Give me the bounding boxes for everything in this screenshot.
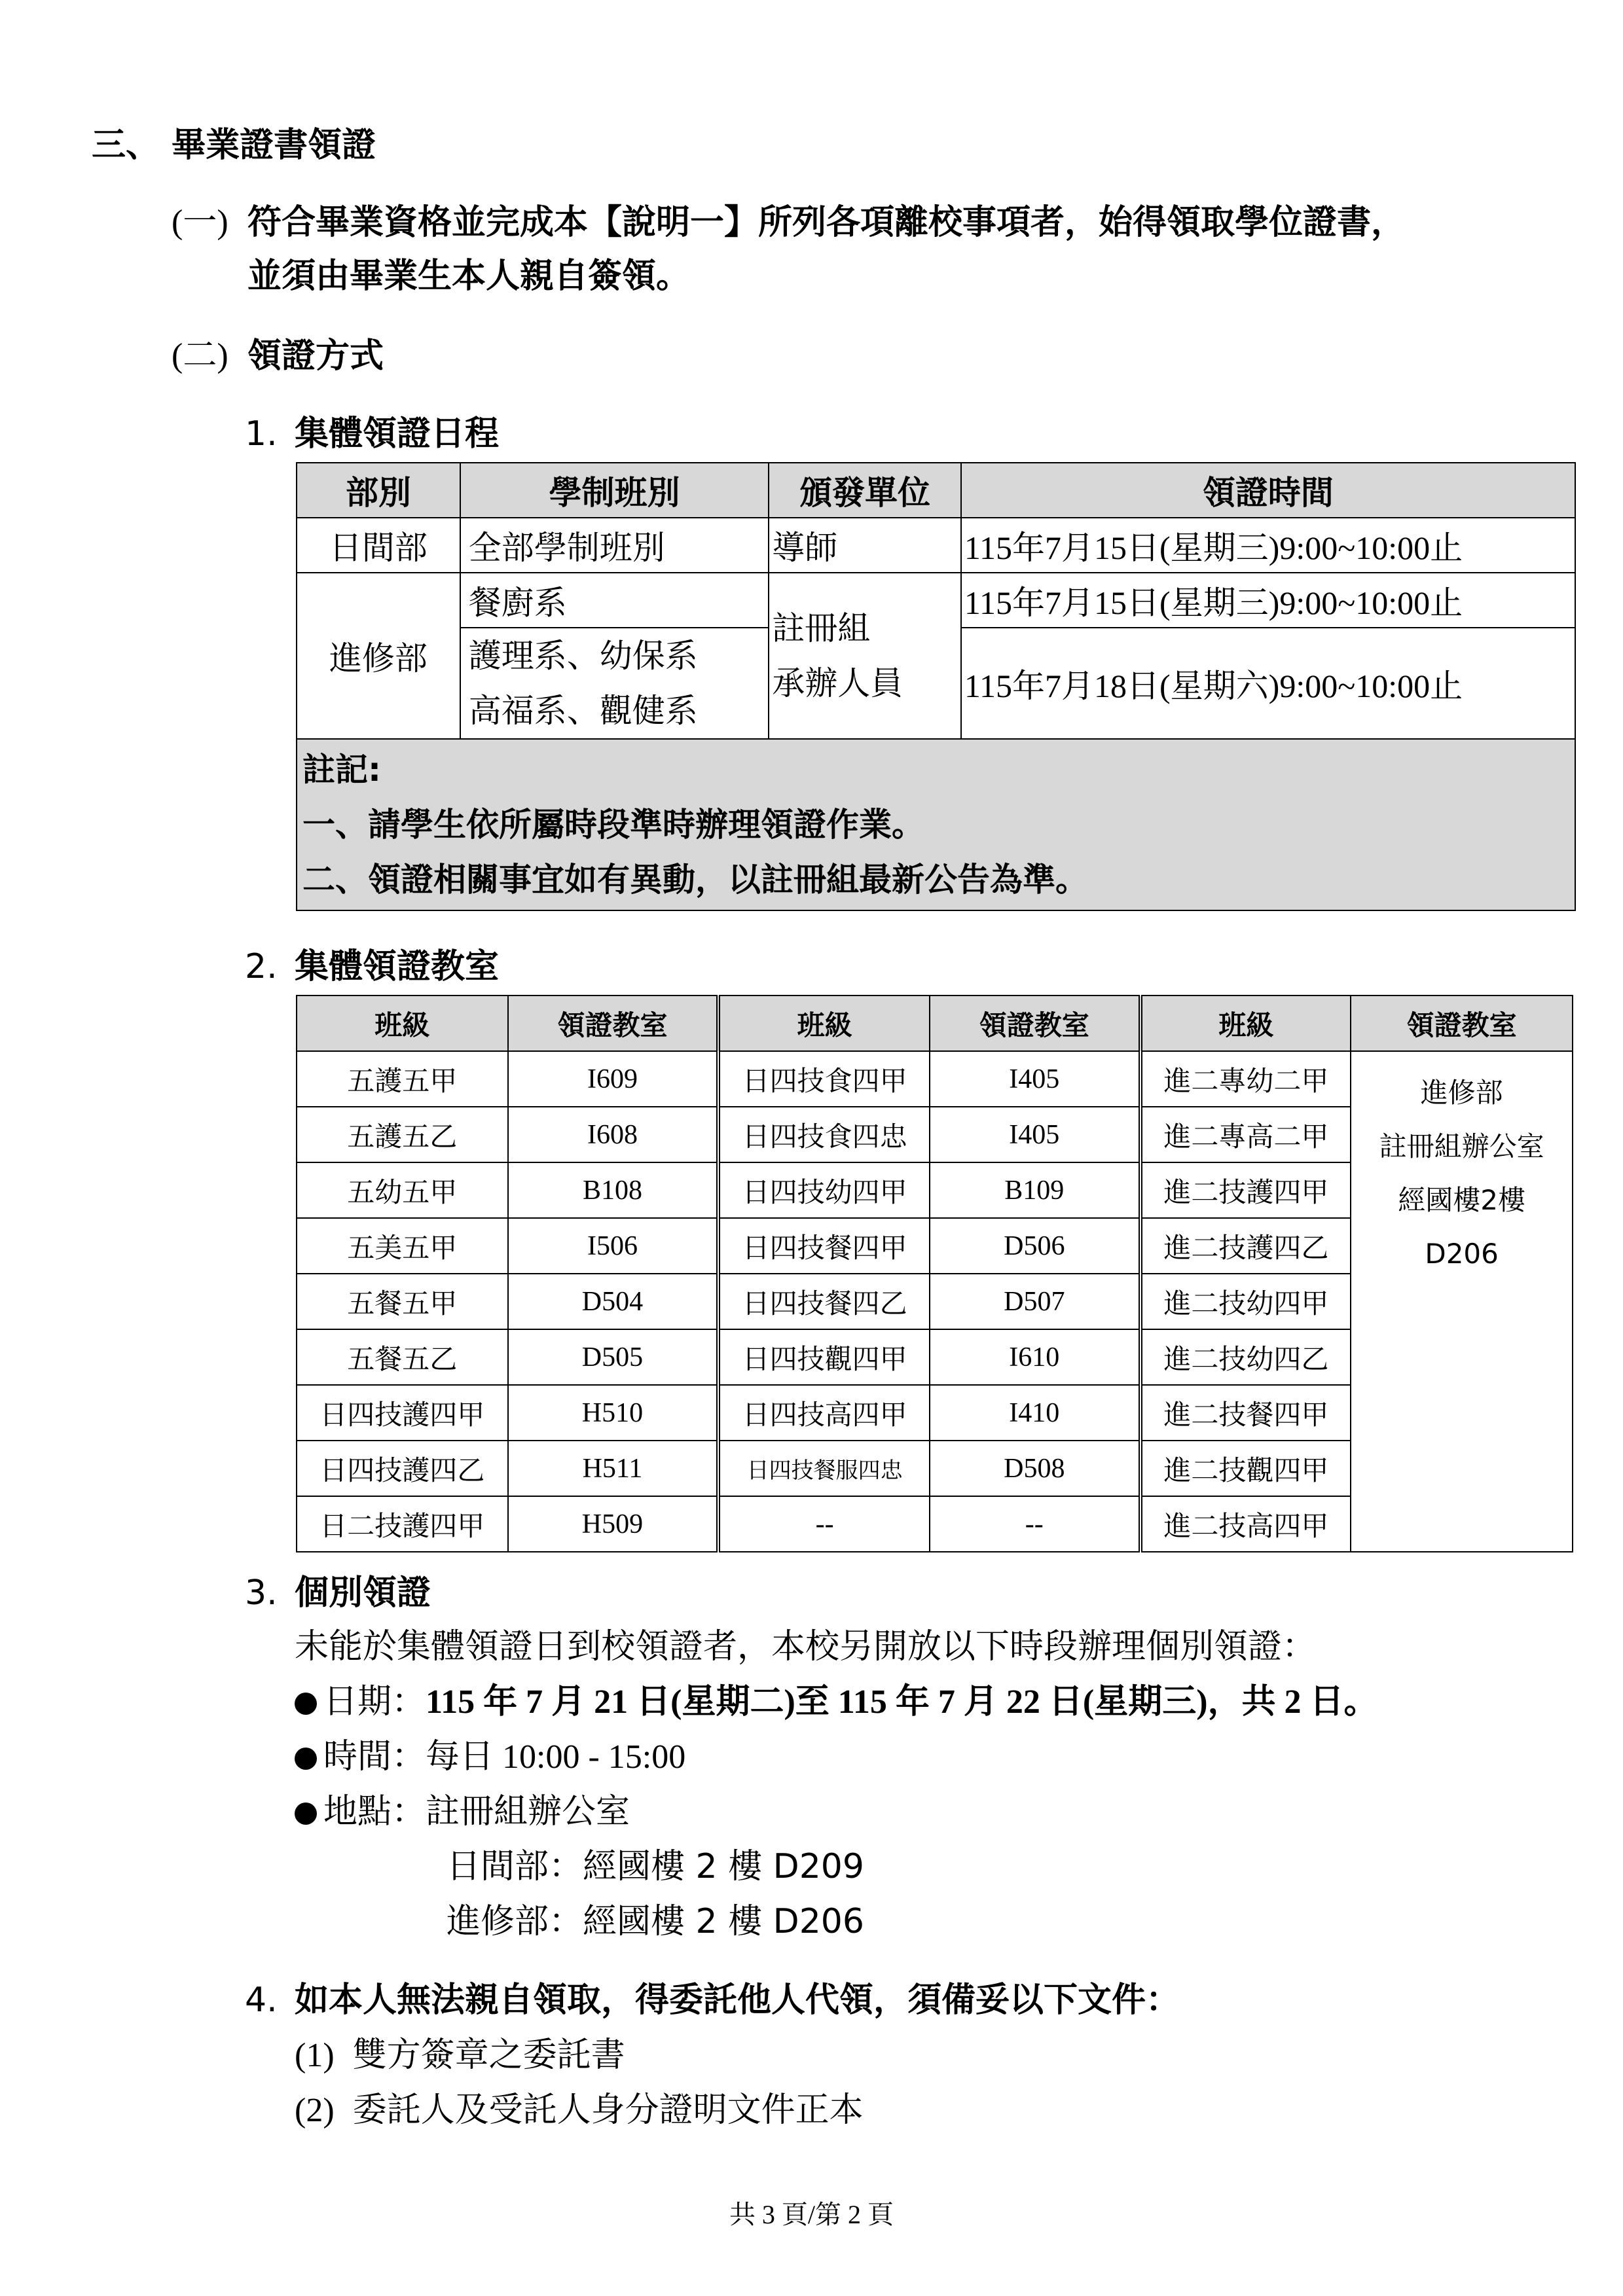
- room-cell: D504: [508, 1274, 719, 1329]
- unit-cell: [769, 573, 961, 739]
- time-cell: 115年7月18日(星期六)9:00~10:00止: [961, 628, 1575, 739]
- time-label: 時間：: [323, 1737, 426, 1776]
- class-cell: 進二技護四乙: [1140, 1218, 1351, 1274]
- class-cell: 進二技護四甲: [1140, 1162, 1351, 1218]
- column-header: 領證時間: [961, 463, 1575, 518]
- room-cell: I609: [508, 1051, 719, 1107]
- item-label: (二): [172, 337, 228, 374]
- class-line: 高福系、觀健系: [468, 692, 698, 730]
- table-header-row: [297, 463, 1575, 518]
- column-header: 班級: [297, 996, 508, 1051]
- list-number: 2.: [245, 947, 278, 986]
- classrooms-heading: 集體領證教室: [295, 947, 500, 986]
- time-value: 每日 10:00 - 15:00: [426, 1738, 686, 1776]
- class-cell: [460, 628, 769, 739]
- document-item: [295, 2032, 625, 2079]
- room-cell: H511: [508, 1441, 719, 1496]
- class-cell: 五護五甲: [297, 1051, 508, 1107]
- room-cell: I608: [508, 1107, 719, 1162]
- classroom-table: [296, 995, 1573, 1552]
- class-cell: 全部學制班別: [460, 518, 769, 573]
- list-number: 1.: [245, 414, 278, 454]
- room-cell: H510: [508, 1385, 719, 1441]
- class-cell: 五餐五甲: [297, 1274, 508, 1329]
- column-header: 領證教室: [508, 996, 719, 1051]
- class-cell: 五美五甲: [297, 1218, 508, 1274]
- bullet-icon: [295, 1803, 317, 1825]
- class-cell: 日四技護四甲: [297, 1385, 508, 1441]
- room-cell: I405: [930, 1051, 1140, 1107]
- room-cell: H509: [508, 1496, 719, 1552]
- eligibility-line-1: 符合畢業資格並完成本【說明一】所列各項離校事項者，始得領取學位證書，: [247, 203, 1406, 242]
- schedule-heading: 集體領證日程: [295, 414, 500, 454]
- date-line: [295, 1678, 1378, 1726]
- division-cell: 日間部: [297, 518, 460, 573]
- note-line: 註記:: [302, 751, 381, 789]
- unit-line: 承辦人員: [772, 664, 903, 702]
- unit-cell: 導師: [769, 518, 961, 573]
- column-header: 領證教室: [1351, 996, 1573, 1051]
- section-heading: 三、 畢業證書領證: [92, 126, 376, 165]
- column-header: 領證教室: [930, 996, 1140, 1051]
- document-text: 雙方簽章之委託書: [352, 2036, 625, 2075]
- class-cell: 五護五乙: [297, 1107, 508, 1162]
- place-night: 進修部：經國樓 2 樓 D206: [447, 1902, 864, 1941]
- table-header-row: [297, 996, 1573, 1051]
- table-row: [297, 1051, 1573, 1107]
- room-cell: D506: [930, 1218, 1140, 1274]
- individual-intro: 未能於集體領證日到校領證者，本校另開放以下時段辦理個別領證：: [295, 1627, 1317, 1666]
- method-heading: 領證方式: [247, 336, 384, 376]
- date-label: 日期：: [323, 1682, 426, 1721]
- office-line: 註冊組辦公室: [1379, 1130, 1544, 1162]
- proxy-heading: 如本人無法親自領取，得委託他人代領，須備妥以下文件：: [295, 1981, 1180, 2020]
- class-cell: 進二技幼四乙: [1140, 1329, 1351, 1385]
- room-cell: B108: [508, 1162, 719, 1218]
- column-header: 部別: [297, 463, 460, 518]
- room-cell: D505: [508, 1329, 719, 1385]
- column-header: 頒發單位: [769, 463, 961, 518]
- class-cell: 日四技護四乙: [297, 1441, 508, 1496]
- class-cell: 進二技高四甲: [1140, 1496, 1351, 1552]
- eligibility-line-2: 並須由畢業生本人親自簽領。: [247, 257, 691, 296]
- room-cell: I405: [930, 1107, 1140, 1162]
- column-header: 班級: [718, 996, 930, 1051]
- class-cell: 日二技護四甲: [297, 1496, 508, 1552]
- note-line: 一、請學生依所屬時段準時辦理領證作業。: [302, 806, 924, 844]
- class-cell: 進二技幼四甲: [1140, 1274, 1351, 1329]
- class-cell: 日四技食四甲: [718, 1051, 930, 1107]
- list-number: 3.: [245, 1573, 278, 1613]
- division-cell: 進修部: [297, 573, 460, 739]
- class-cell: 進二專高二甲: [1140, 1107, 1351, 1162]
- document-text: 委託人及受託人身分證明文件正本: [352, 2090, 864, 2130]
- time-cell: 115年7月15日(星期三)9:00~10:00止: [961, 573, 1575, 628]
- column-header: 學制班別: [460, 463, 769, 518]
- document-number: (2): [295, 2092, 335, 2129]
- table-row: [297, 573, 1575, 628]
- class-cell: 進二技觀四甲: [1140, 1441, 1351, 1496]
- unit-line: 註冊組: [772, 609, 871, 647]
- office-line: 進修部: [1420, 1077, 1503, 1109]
- room-cell: B109: [930, 1162, 1140, 1218]
- column-header: 班級: [1140, 996, 1351, 1051]
- room-cell: D508: [930, 1441, 1140, 1496]
- item-label: (一): [172, 204, 228, 241]
- time-line: [295, 1733, 685, 1781]
- document-item: [295, 2087, 864, 2134]
- class-cell: 五餐五乙: [297, 1329, 508, 1385]
- class-cell: 日四技高四甲: [718, 1385, 930, 1441]
- room-cell: D507: [930, 1274, 1140, 1329]
- class-cell: 進二技餐四甲: [1140, 1385, 1351, 1441]
- bullet-icon: [295, 1748, 317, 1770]
- bullet-icon: [295, 1693, 317, 1715]
- room-cell: I410: [930, 1385, 1140, 1441]
- class-line: 護理系、幼保系: [468, 637, 698, 675]
- notes-row: [297, 739, 1575, 910]
- class-cell: 餐廚系: [460, 573, 769, 628]
- place-line: [295, 1788, 630, 1835]
- date-value: 115 年 7 月 21 日(星期二)至 115 年 7 月 22 日(星期三)，共 2 日。: [426, 1683, 1378, 1721]
- class-cell: 日四技餐四乙: [718, 1274, 930, 1329]
- class-cell: 日四技餐服四忠: [718, 1441, 930, 1496]
- schedule-table: [296, 462, 1576, 911]
- class-cell: --: [718, 1496, 930, 1552]
- class-cell: 進二專幼二甲: [1140, 1051, 1351, 1107]
- place-value: 註冊組辦公室: [426, 1792, 630, 1831]
- office-line: D206: [1425, 1238, 1499, 1270]
- office-line: 經國樓2樓: [1398, 1184, 1525, 1216]
- table-row: [297, 518, 1575, 573]
- note-line: 二、領證相關事宜如有異動，以註冊組最新公告為準。: [302, 861, 1088, 899]
- place-day: 日間部：經國樓 2 樓 D209: [447, 1847, 864, 1886]
- office-cell: [1351, 1051, 1573, 1552]
- room-cell: --: [930, 1496, 1140, 1552]
- place-label: 地點：: [323, 1792, 426, 1831]
- individual-heading: 個別領證: [295, 1573, 431, 1613]
- page-footer: 共 3 頁/第 2 頁: [729, 2200, 894, 2229]
- class-cell: 日四技幼四甲: [718, 1162, 930, 1218]
- room-cell: I610: [930, 1329, 1140, 1385]
- class-cell: 日四技餐四甲: [718, 1218, 930, 1274]
- time-cell: 115年7月15日(星期三)9:00~10:00止: [961, 518, 1575, 573]
- room-cell: I506: [508, 1218, 719, 1274]
- list-number: 4.: [245, 1981, 278, 2020]
- class-cell: 日四技觀四甲: [718, 1329, 930, 1385]
- notes-cell: [297, 739, 1575, 910]
- class-cell: 五幼五甲: [297, 1162, 508, 1218]
- document-number: (1): [295, 2037, 335, 2074]
- class-cell: 日四技食四忠: [718, 1107, 930, 1162]
